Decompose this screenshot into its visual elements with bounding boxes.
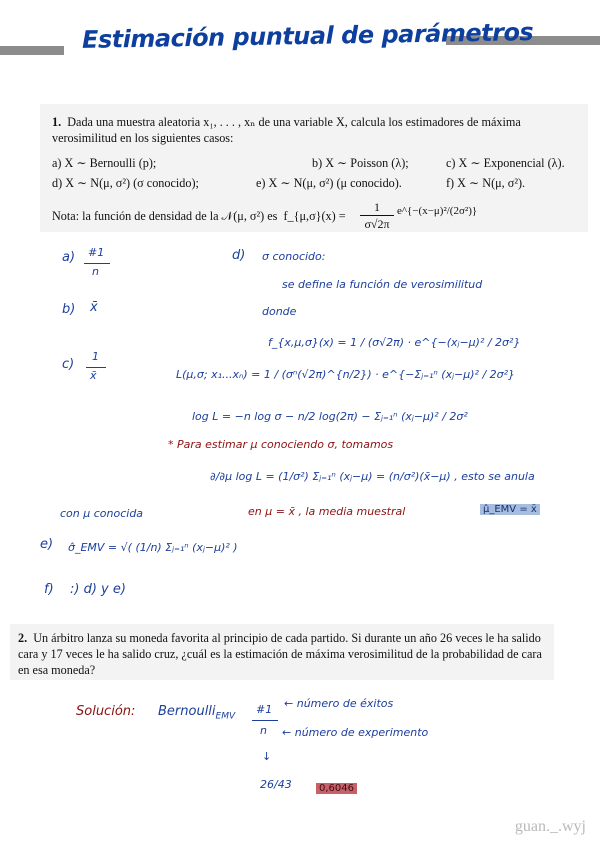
watermark: guan._.wyj xyxy=(514,818,586,835)
hw-likelihood: L(μ,σ; x₁...xₙ) = 1 / (σⁿ(√2π)^{n/2}) · e^{−Σⱼ₌₁ⁿ (xⱼ−μ)² / 2σ²} xyxy=(176,368,516,381)
hw-c-label: c) xyxy=(62,357,75,372)
hw-emv-sub: EMV xyxy=(215,711,236,722)
hw-b-label: b) xyxy=(62,302,76,317)
note-lhs: f_{μ,σ}(x) = xyxy=(283,209,346,223)
case-f: f) X ∼ N(μ, σ²). xyxy=(446,176,526,190)
hw-density: f_{x,μ,σ}(x) = 1 / (σ√2π) · e^{−(xⱼ−μ)² / 2σ²} xyxy=(268,336,521,349)
hw-den-label-text: número de experimento xyxy=(294,726,429,739)
hw-derivative-cont: en μ = x̄ , la media muestral xyxy=(248,505,406,518)
hw-derivative: ∂/∂μ log L = (1/σ²) Σⱼ₌₁ⁿ (xⱼ−μ) = (n/σ²)(x̄−μ) , esto se anula xyxy=(210,470,535,483)
problem-1-statement xyxy=(52,114,582,146)
hw-solucion: Solución: xyxy=(76,704,136,719)
result-highlight xyxy=(316,778,357,796)
problem-2-statement xyxy=(18,630,546,678)
note-prefix: Nota: la función de densidad de la 𝒩(μ, σ²) es xyxy=(52,209,278,223)
hw-c-num: 1 xyxy=(92,350,99,363)
page-title: Estimación puntual de parámetros xyxy=(81,18,534,54)
case-a: a) X ∼ Bernoulli (p); xyxy=(52,156,157,170)
hw-e-label: e) xyxy=(40,537,54,552)
hw-known-mu: con μ conocida xyxy=(60,507,144,520)
hw-d-line1: σ conocido: xyxy=(262,250,326,263)
hw-c-den: x̄ xyxy=(90,369,97,382)
problem-2-number: 2. xyxy=(18,631,28,645)
hw-d-label: d) xyxy=(232,248,246,263)
hw-b-value: x̄ xyxy=(90,300,98,315)
hw-num-label-text: número de éxitos xyxy=(296,697,394,710)
density-note xyxy=(52,208,346,224)
note-frac-den: σ√2π xyxy=(364,217,390,231)
hw-loglik: log L = −n log σ − n/2 log(2π) − Σⱼ₌₁ⁿ (xⱼ−μ)² / 2σ² xyxy=(192,410,468,423)
header-bar-left xyxy=(0,46,64,55)
mu-emv-text: μ̂_EMV = x̄ xyxy=(480,504,540,515)
case-c: c) X ∼ Exponencial (λ). xyxy=(446,156,565,170)
hw-f-label: f) xyxy=(44,582,54,597)
hw-d-line3: donde xyxy=(262,305,297,318)
hw-den-label: ← número de experimento xyxy=(282,726,429,739)
hw-bernoulli-text: Bernoulli xyxy=(158,704,216,719)
case-d: d) X ∼ N(μ, σ²) (σ conocido); xyxy=(52,176,199,190)
hw-bernoulli xyxy=(158,704,235,722)
hw-a-label: a) xyxy=(62,250,76,265)
case-e: e) X ∼ N(μ, σ²) (μ conocido). xyxy=(256,176,402,190)
hw-a-num: #1 xyxy=(88,246,105,259)
problem-1-text: Dada una muestra aleatoria x₁, . . . , xₙ de una variable X, calcula los estimadores de máxima verosimilitud en los siguientes casos: xyxy=(52,115,521,145)
note-exponent: e^{−(x−μ)²/(2σ²)} xyxy=(397,205,478,217)
hw-p2-frac-den: n xyxy=(260,724,267,737)
hw-d-line2: se define la función de verosimilitud xyxy=(282,278,483,291)
hw-red-note: * Para estimar μ conociendo σ, tomamos xyxy=(168,438,394,451)
hw-p2-fracline xyxy=(252,720,278,721)
problem-2-text: Un árbitro lanza su moneda favorita al principio de cada partido. Si durante un año 26 veces le ha salido cara y 17 veces le ha salido cruz, ¿cuál es la estimación de máxima verosimilitud de la probabilidad de cara en esa moneda? xyxy=(18,631,542,677)
hw-arrow-down: ↓ xyxy=(262,750,272,763)
note-frac-num: 1 xyxy=(374,200,380,214)
hw-result: 26/43 xyxy=(260,778,292,791)
hw-p2-frac-num: #1 xyxy=(256,703,273,716)
problem-1-number: 1. xyxy=(52,115,62,129)
hw-f-text: :) d) y e) xyxy=(70,582,126,597)
case-b: b) X ∼ Poisson (λ); xyxy=(312,156,409,170)
note-fraction xyxy=(360,200,394,231)
result-value: 0,6046 xyxy=(316,783,357,794)
hw-num-label: ← número de éxitos xyxy=(284,697,394,710)
hw-e-formula: σ̂_EMV = √( (1/n) Σⱼ₌₁ⁿ (xⱼ−μ)² ) xyxy=(68,541,238,554)
mu-emv-highlight xyxy=(480,499,540,517)
hw-a-den: n xyxy=(92,265,99,278)
